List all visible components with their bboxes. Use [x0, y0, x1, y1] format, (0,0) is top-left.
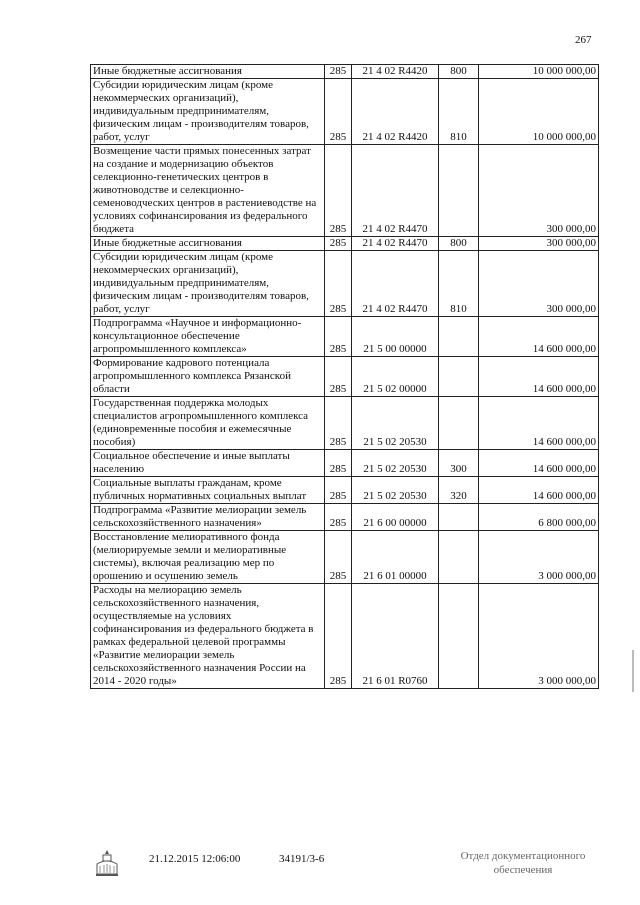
- row-expense-type: [439, 397, 479, 450]
- row-admin-code: 285: [325, 317, 352, 357]
- row-amount: 300 000,00: [479, 237, 599, 251]
- row-target-code: 21 4 02 R4470: [352, 237, 439, 251]
- department-stamp: [448, 849, 598, 877]
- scan-edge-mark: [632, 650, 634, 692]
- row-expense-type: [439, 531, 479, 584]
- row-admin-code: 285: [325, 477, 352, 504]
- row-amount: 14 600 000,00: [479, 397, 599, 450]
- row-name: Иные бюджетные ассигнования: [91, 237, 325, 251]
- row-name: Субсидии юридическим лицам (кроме некоммерческих организаций), индивидуальным предпринимателям, физическим лицам - производителям товаров, работ, услуг: [91, 251, 325, 317]
- row-amount: 3 000 000,00: [479, 531, 599, 584]
- row-name: Возмещение части прямых понесенных затрат на создание и модернизацию объектов селекционно-генетических центров в животноводстве и селекционно-семеноводческих центров в растениеводстве на условиях софинансирования из федерального бюджета: [91, 145, 325, 237]
- row-target-code: 21 5 00 00000: [352, 317, 439, 357]
- row-amount: 3 000 000,00: [479, 584, 599, 689]
- row-target-code: 21 5 02 00000: [352, 357, 439, 397]
- row-target-code: 21 5 02 20530: [352, 477, 439, 504]
- row-name: Иные бюджетные ассигнования: [91, 65, 325, 79]
- row-name: Субсидии юридическим лицам (кроме некоммерческих организаций), индивидуальным предпринимателям, физическим лицам - производителям товаров, работ, услуг: [91, 79, 325, 145]
- row-expense-type: [439, 145, 479, 237]
- row-expense-type: [439, 317, 479, 357]
- row-admin-code: 285: [325, 450, 352, 477]
- row-amount: 14 600 000,00: [479, 477, 599, 504]
- stamp-line-2: обеспечения: [493, 864, 553, 876]
- row-amount: 10 000 000,00: [479, 79, 599, 145]
- row-amount: 14 600 000,00: [479, 450, 599, 477]
- row-admin-code: 285: [325, 531, 352, 584]
- row-name: Восстановление мелиоративного фонда (мелиорируемые земли и мелиоративные системы), включая реализацию мер по орошению и осушению земель: [91, 531, 325, 584]
- row-admin-code: 285: [325, 504, 352, 531]
- table-row: [91, 357, 599, 397]
- table-row: [91, 317, 599, 357]
- row-expense-type: 800: [439, 65, 479, 79]
- table-row: [91, 251, 599, 317]
- row-expense-type: [439, 357, 479, 397]
- row-target-code: 21 4 02 R4470: [352, 251, 439, 317]
- row-name: Подпрограмма «Научное и информационно-консультационное обеспечение агропромышленного комплекса»: [91, 317, 325, 357]
- row-target-code: 21 4 02 R4420: [352, 65, 439, 79]
- row-target-code: 21 6 00 00000: [352, 504, 439, 531]
- row-admin-code: 285: [325, 237, 352, 251]
- row-expense-type: [439, 584, 479, 689]
- table-row: [91, 65, 599, 79]
- row-admin-code: 285: [325, 584, 352, 689]
- budget-table-body: [91, 65, 599, 689]
- row-name: Государственная поддержка молодых специалистов агропромышленного комплекса (единовременные пособия и ежемесячные пособия): [91, 397, 325, 450]
- row-amount: 6 800 000,00: [479, 504, 599, 531]
- row-expense-type: [439, 504, 479, 531]
- row-amount: 300 000,00: [479, 145, 599, 237]
- row-name: Формирование кадрового потенциала агропромышленного комплекса Рязанской области: [91, 357, 325, 397]
- table-row: [91, 237, 599, 251]
- row-name: Расходы на мелиорацию земель сельскохозяйственного назначения, осуществляемые на условиях софинансирования из федерального бюджета в рамках федеральной целевой программы «Развитие мелиорации земель сельскохозяйственного назначения России на 2014 - 2020 годы»: [91, 584, 325, 689]
- row-name: Социальное обеспечение и иные выплаты населению: [91, 450, 325, 477]
- row-expense-type: 810: [439, 251, 479, 317]
- row-amount: 14 600 000,00: [479, 357, 599, 397]
- row-amount: 14 600 000,00: [479, 317, 599, 357]
- row-name: Подпрограмма «Развитие мелиорации земель сельскохозяйственного назначения»: [91, 504, 325, 531]
- row-target-code: 21 5 02 20530: [352, 397, 439, 450]
- table-row: [91, 584, 599, 689]
- table-row: [91, 397, 599, 450]
- row-admin-code: 285: [325, 145, 352, 237]
- row-admin-code: 285: [325, 251, 352, 317]
- row-expense-type: 810: [439, 79, 479, 145]
- emblem-icon: [94, 848, 120, 878]
- footer-doc-number: 34191/3-6: [279, 853, 325, 865]
- page-number: 267: [575, 34, 592, 46]
- row-target-code: 21 4 02 R4420: [352, 79, 439, 145]
- row-admin-code: 285: [325, 79, 352, 145]
- row-admin-code: 285: [325, 397, 352, 450]
- row-admin-code: 285: [325, 357, 352, 397]
- row-amount: 300 000,00: [479, 251, 599, 317]
- row-target-code: 21 4 02 R4470: [352, 145, 439, 237]
- table-row: [91, 477, 599, 504]
- footer-datetime: 21.12.2015 12:06:00: [149, 853, 241, 865]
- row-amount: 10 000 000,00: [479, 65, 599, 79]
- row-expense-type: 800: [439, 237, 479, 251]
- table-row: [91, 504, 599, 531]
- table-row: [91, 450, 599, 477]
- row-admin-code: 285: [325, 65, 352, 79]
- table-row: [91, 145, 599, 237]
- row-name: Социальные выплаты гражданам, кроме публичных нормативных социальных выплат: [91, 477, 325, 504]
- table-row: [91, 79, 599, 145]
- row-target-code: 21 5 02 20530: [352, 450, 439, 477]
- budget-table: [90, 64, 599, 689]
- table-row: [91, 531, 599, 584]
- row-target-code: 21 6 01 R0760: [352, 584, 439, 689]
- row-expense-type: 320: [439, 477, 479, 504]
- stamp-line-1: Отдел документационного: [460, 850, 586, 862]
- row-expense-type: 300: [439, 450, 479, 477]
- row-target-code: 21 6 01 00000: [352, 531, 439, 584]
